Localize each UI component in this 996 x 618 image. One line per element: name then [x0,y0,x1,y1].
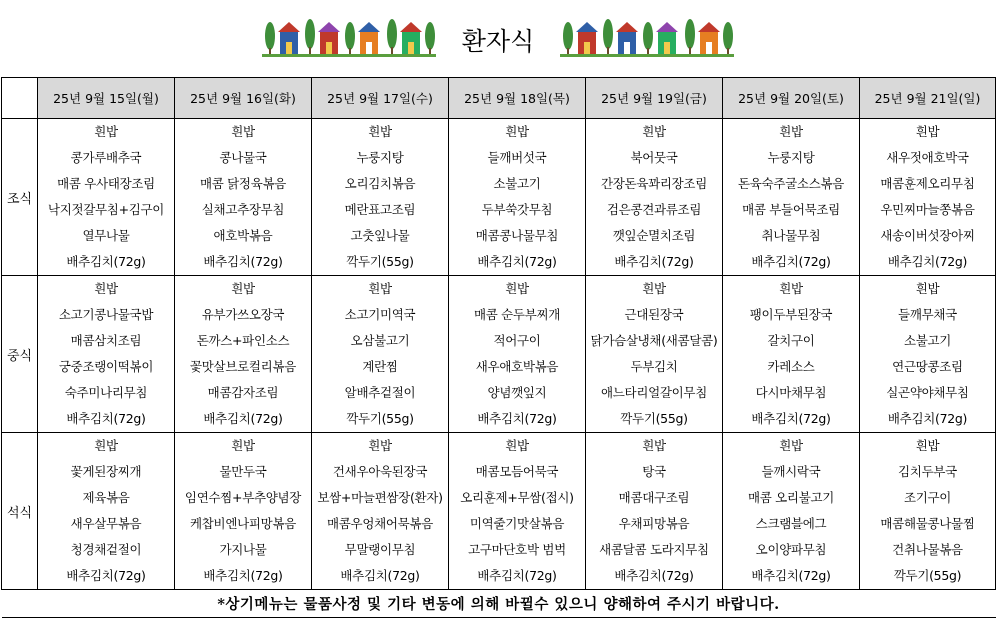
menu-item: 흰밥 [231,124,255,139]
menu-item: 두부김치 [630,359,678,374]
menu-item: 매콤 우사태장조림 [57,176,155,191]
menu-item: 매콤감자조림 [207,385,279,400]
menu-item: 닭가슴살냉채(새콤달콤) [590,333,718,348]
header [0,0,996,76]
menu-item: 흰밥 [505,281,529,296]
menu-item: 북어뭇국 [630,150,678,165]
menu-item: 알배추겉절이 [344,385,416,400]
menu-item: 실채고추장무침 [201,202,285,217]
menu-item: 적어구이 [493,333,541,348]
date-header: 25년 9월 16일(화) [175,78,312,119]
menu-item: 검은콩견과류조림 [606,202,702,217]
menu-item: 매콤해물콩나물찜 [880,516,975,531]
menu-item: 근대된장국 [624,307,684,322]
menu-item: 오리김치볶음 [344,176,416,191]
menu-item: 낙지젓갈무침+김구이 [47,202,165,217]
menu-item: 돈까스+파인소스 [196,333,290,348]
date-header-row [2,78,996,119]
menu-item: 배추김치(72g) [477,411,557,426]
menu-cell [175,276,312,433]
menu-item: 배추김치(72g) [751,568,831,583]
menu-item: 매콤 부들어묵조림 [742,202,840,217]
menu-item: 돈육숙주굴소스볶음 [738,176,844,191]
menu-item: 흰밥 [642,281,666,296]
meal-row [2,276,996,433]
menu-item: 소불고기 [903,333,952,348]
menu-item: 새송이버섯장아찌 [880,228,975,243]
menu-cell [175,119,312,276]
menu-item: 깍두기(55g) [620,411,688,426]
corner-cell [2,78,38,119]
menu-item: 매콤콩나물무침 [475,228,559,243]
menu-item: 흰밥 [779,281,803,296]
menu-item: 팽이두부된장국 [749,307,833,322]
menu-item: 애느타리얼갈이무침 [601,385,707,400]
menu-item: 흰밥 [915,124,940,139]
menu-item: 흰밥 [94,124,118,139]
menu-item: 매콤훈제오리무침 [880,176,975,191]
menu-item: 흰밥 [368,124,392,139]
meal-row [2,433,996,590]
menu-item: 깍두기(55g) [346,411,414,426]
menu-item: 콩나물국 [219,150,267,165]
menu-item: 배추김치(72g) [66,254,146,269]
menu-item: 흰밥 [779,124,803,139]
menu-item: 콩가루배추국 [70,150,142,165]
menu-item: 건새우아욱된장국 [332,464,428,479]
menu-item: 배추김치(72g) [751,411,831,426]
menu-item: 배추김치(72g) [203,411,283,426]
menu-item: 간장돈육꽈리장조림 [601,176,707,191]
menu-item: 배추김치(72g) [477,568,557,583]
menu-item: 배추김치(72g) [340,568,420,583]
footer-note: *상기메뉴는 물품사정 및 기타 변동에 의해 바뀔수 있으니 양해하여 주시기 바랍니다. [2,590,996,618]
menu-item: 매콤삼치조림 [70,333,142,348]
date-header: 25년 9월 15일(월) [38,78,175,119]
menu-item: 새콤달콤 도라지무침 [599,542,709,557]
menu-item: 취나물무침 [761,228,821,243]
menu-cell [312,276,449,433]
menu-item: 김치두부국 [898,464,957,479]
menu-item: 두부쑥갓무침 [481,202,553,217]
meal-label: 조식 [2,119,38,276]
menu-item: 흰밥 [231,281,255,296]
menu-item: 꽃게된장찌개 [70,464,142,479]
menu-cell [312,119,449,276]
menu-item: 배추김치(72g) [66,411,146,426]
menu-item: 흰밥 [368,281,392,296]
menu-item: 미역줄기맛살볶음 [469,516,565,531]
menu-cell [449,119,586,276]
page-title: 환자식 [461,27,535,56]
menu-item: 매콤모듬어묵국 [475,464,559,479]
menu-item: 흰밥 [505,124,529,139]
menu-item: 조기구이 [903,490,952,505]
menu-cell [723,433,860,590]
menu-item: 흰밥 [915,438,940,453]
menu-item: 메란표고조림 [344,202,416,217]
menu-item: 갈치구이 [767,333,815,348]
menu-item: 무말랭이무침 [344,542,416,557]
menu-item: 새우젓애호박국 [886,150,969,165]
menu-cell [38,433,175,590]
menu-item: 깍두기(55g) [346,254,414,269]
menu-item: 물만두국 [219,464,267,479]
menu-item: 배추김치(72g) [751,254,831,269]
menu-item: 배추김치(72g) [887,254,968,269]
menu-item: 흰밥 [368,438,392,453]
menu-item: 배추김치(72g) [887,411,968,426]
menu-cell [723,119,860,276]
menu-item: 새우살무볶음 [70,516,142,531]
menu-item: 소불고기 [493,176,541,191]
meal-label: 중식 [2,276,38,433]
menu-item: 임연수찜+부추양념장 [184,490,302,505]
menu-item: 흰밥 [915,281,940,296]
menu-cell [723,276,860,433]
menu-cell [860,119,996,276]
menu-item: 케찹비엔나피망볶음 [190,516,296,531]
menu-item: 매콤 순두부찌개 [473,307,561,322]
menu-item: 우채피망볶음 [618,516,690,531]
menu-item: 오삼불고기 [350,333,410,348]
meal-label: 석식 [2,433,38,590]
menu-item: 카레소스 [767,359,815,374]
menu-item: 스크램블에그 [755,516,827,531]
menu-item: 오리훈제+무쌈(접시) [460,490,574,505]
menu-item: 소고기콩나물국밥 [58,307,154,322]
menu-item: 숙주미나리무침 [64,385,148,400]
menu-item: 열무나물 [82,228,130,243]
menu-cell [586,433,723,590]
menu-item: 보쌈+마늘편쌈장(환자) [317,490,443,505]
date-header: 25년 9월 17일(수) [312,78,449,119]
menu-item: 매콤 오리불고기 [747,490,835,505]
menu-item: 흰밥 [94,281,118,296]
menu-cell [586,276,723,433]
village-decoration-icon [560,14,734,58]
date-header: 25년 9월 20일(토) [723,78,860,119]
menu-item: 궁중조랭이떡볶이 [58,359,154,374]
menu-item: 매콤우엉채어묵볶음 [327,516,433,531]
menu-cell [175,433,312,590]
menu-cell [38,276,175,433]
village-decoration-icon [262,14,436,58]
menu-cell [312,433,449,590]
menu-item: 들깨시락국 [761,464,821,479]
menu-item: 계란찜 [362,359,398,374]
menu-item: 오이양파무침 [755,542,827,557]
menu-item: 배추김치(72g) [477,254,557,269]
menu-item: 양념깻잎지 [487,385,547,400]
menu-item: 배추김치(72g) [203,568,283,583]
menu-item: 배추김치(72g) [66,568,146,583]
menu-item: 배추김치(72g) [614,254,694,269]
menu-item: 배추김치(72g) [203,254,283,269]
menu-cell [38,119,175,276]
menu-item: 건취나물볶음 [892,542,963,557]
menu-item: 우민찌마늘쫑볶음 [880,202,975,217]
menu-item: 매콤대구조림 [618,490,690,505]
menu-item: 흰밥 [231,438,255,453]
menu-cell [860,433,996,590]
menu-item: 고춧잎나물 [350,228,410,243]
menu-item: 고구마단호박 범벅 [468,542,566,557]
menu-item: 흰밥 [642,438,666,453]
menu-item: 제육볶음 [82,490,130,505]
menu-item: 다시마채무침 [755,385,827,400]
menu-item: 유부가쓰오장국 [201,307,285,322]
menu-item: 새우애호박볶음 [475,359,559,374]
menu-cell [586,119,723,276]
menu-item: 들깨무채국 [898,307,957,322]
menu-item: 탕국 [642,464,666,479]
menu-item: 누룽지탕 [356,150,404,165]
meal-row [2,119,996,276]
menu-item: 흰밥 [642,124,666,139]
menu-cell [860,276,996,433]
menu-item: 들깨버섯국 [487,150,547,165]
menu-item: 배추김치(72g) [614,568,694,583]
menu-item: 가지나물 [219,542,267,557]
menu-item: 청경채겉절이 [70,542,142,557]
date-header: 25년 9월 21일(일) [860,78,996,119]
menu-item: 매콤 닭정육볶음 [199,176,287,191]
menu-table [1,77,996,618]
menu-item: 애호박볶음 [213,228,273,243]
menu-item: 흰밥 [94,438,118,453]
menu-item: 깍두기(55g) [893,568,962,583]
date-header: 25년 9월 19일(금) [586,78,723,119]
menu-item: 소고기미역국 [344,307,416,322]
date-header: 25년 9월 18일(목) [449,78,586,119]
menu-item: 깻잎순멸치조림 [612,228,696,243]
menu-item: 연근땅콩조림 [892,359,963,374]
footer-row [2,590,996,618]
menu-item: 누룽지탕 [767,150,815,165]
menu-cell [449,276,586,433]
menu-item: 흰밥 [505,438,529,453]
menu-item: 흰밥 [779,438,803,453]
menu-cell [449,433,586,590]
menu-item: 실곤약야채무침 [886,385,969,400]
menu-item: 꽃맛살브로컬리볶음 [190,359,296,374]
